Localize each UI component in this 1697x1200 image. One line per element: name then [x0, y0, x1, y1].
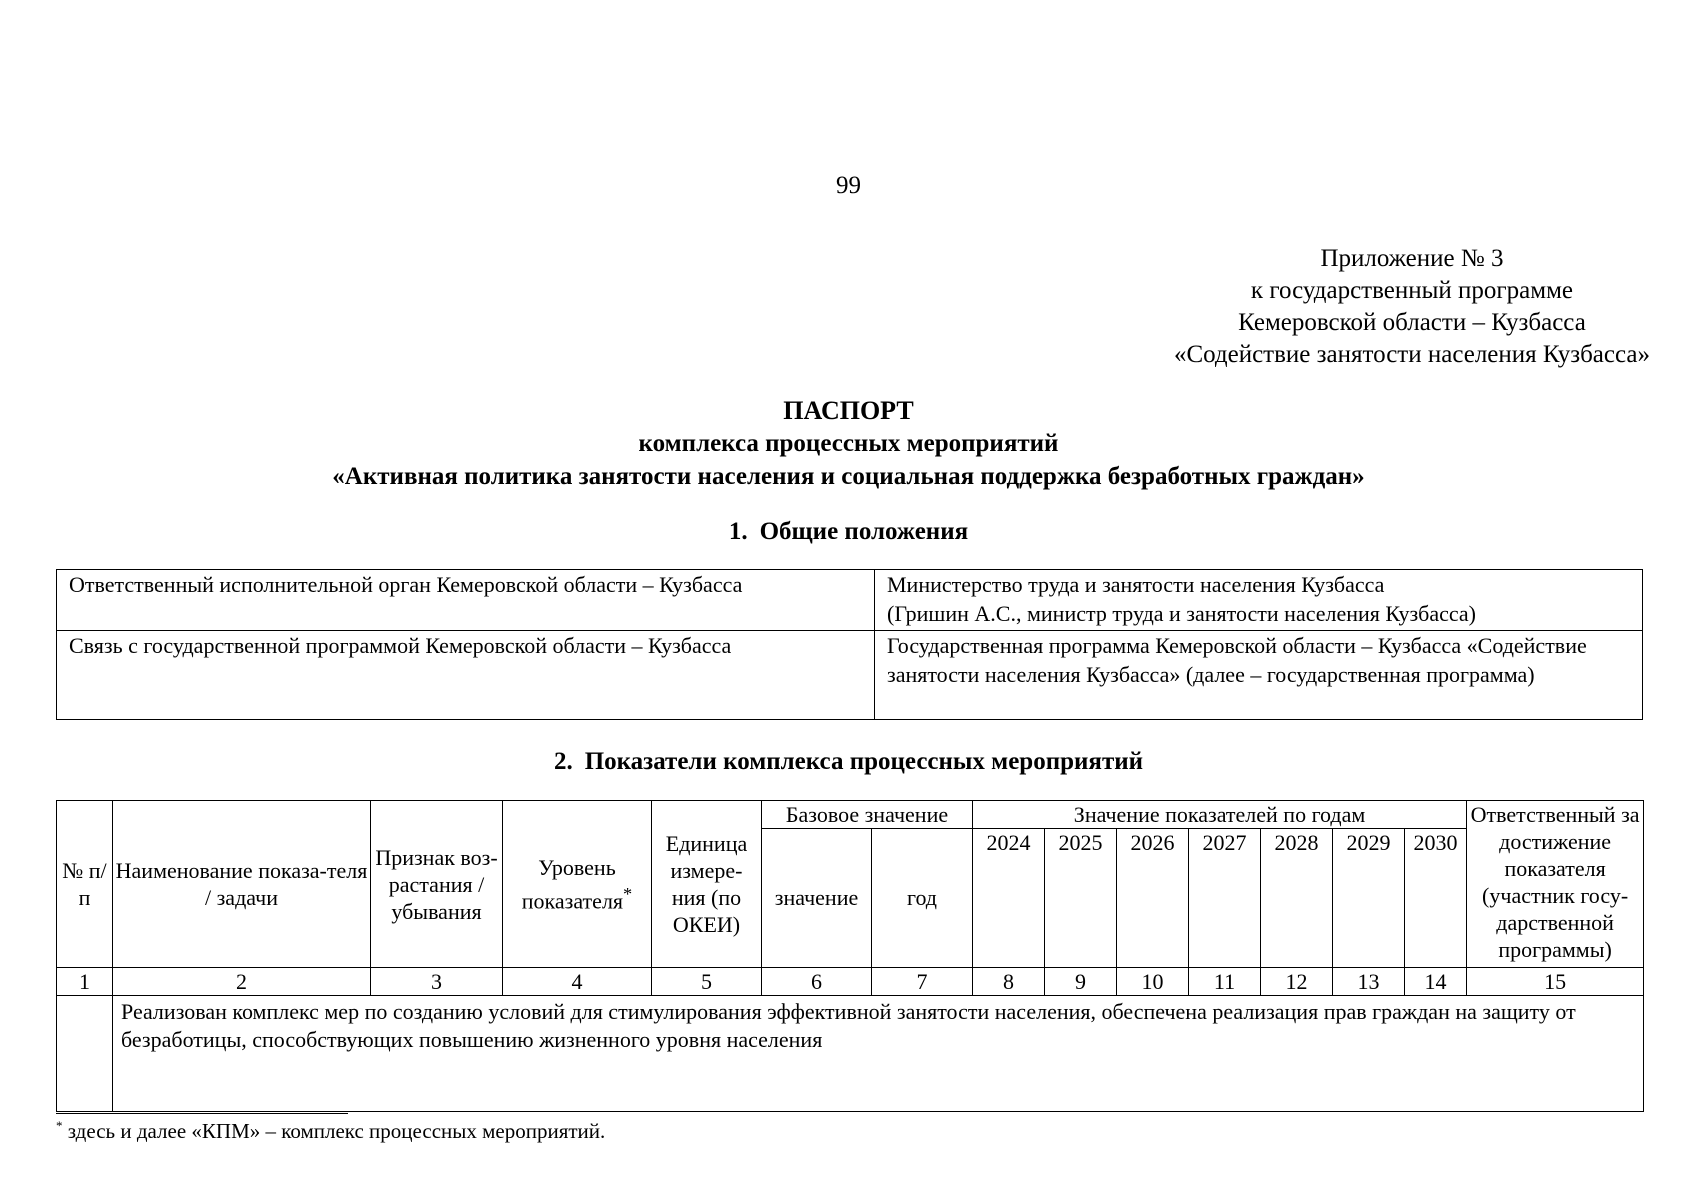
header-base-year: год: [872, 829, 973, 968]
table-header-row: [57, 801, 1644, 829]
column-number: 9: [1045, 968, 1117, 996]
indicators-table: [56, 800, 1644, 1112]
section-1-heading: [0, 518, 1697, 546]
header-unit: Единица измере-ния (по ОКЕИ): [652, 801, 762, 968]
header-level-text: Уровень показателя: [521, 854, 624, 914]
task-number-cell: [57, 996, 113, 1112]
header-year-2026: 2026: [1117, 829, 1189, 968]
section-2-title: Показатели комплекса процессных мероприятий: [584, 748, 1144, 775]
header-year-2025: 2025: [1045, 829, 1117, 968]
general-provisions-table: [56, 569, 1643, 720]
program-link-label: Связь с государственной программой Кемеровской области – Кузбасса: [57, 631, 875, 720]
column-number: 1: [57, 968, 113, 996]
header-year-2028: 2028: [1261, 829, 1333, 968]
header-level-mark: *: [623, 883, 633, 904]
footnote-text: здесь и далее «КПМ» – комплекс процессных мероприятий.: [62, 1119, 606, 1143]
column-numbers-row: [57, 968, 1644, 996]
header-trend: Признак воз-растания / убывания: [371, 801, 503, 968]
column-number: 4: [503, 968, 652, 996]
appendix-line-2: к государственный программе: [1250, 277, 1574, 304]
column-number: 7: [872, 968, 973, 996]
responsible-body-value: [875, 570, 1643, 631]
responsible-body-line-2: (Гришин А.С., министр труда и занятости населения Кузбасса): [887, 601, 1476, 626]
appendix-line-1: Приложение № 3: [1320, 245, 1504, 272]
program-link-value: Государственная программа Кемеровской области – Кузбасса «Содействие занятости населения Кузбасса» (далее – государственная программа): [875, 631, 1643, 720]
column-number: 14: [1405, 968, 1467, 996]
responsible-body-label: Ответственный исполнительной орган Кемеровской области – Кузбасса: [57, 570, 875, 631]
header-name: Наименование показа-теля / задачи: [113, 801, 371, 968]
task-description: Реализован комплекс мер по созданию условий для стимулирования эффективной занятости населения, обеспечена реализация прав граждан на защиту от безработицы, способствующих повышению жизненного уровня населения: [113, 996, 1644, 1112]
passport-heading: ПАСПОРТ: [783, 396, 914, 425]
column-number: 12: [1261, 968, 1333, 996]
footnote: [56, 1118, 605, 1144]
header-year-2030: 2030: [1405, 829, 1467, 968]
section-1-title: Общие положения: [759, 518, 969, 545]
header-responsible: Ответственный за достижение показателя (участник госу-дарственной программы): [1467, 801, 1644, 968]
passport-subtitle: комплекса процессных мероприятий: [638, 430, 1059, 457]
appendix-line-3: Кемеровской области – Кузбасса: [1238, 309, 1586, 336]
header-years-group: Значение показателей по годам: [973, 801, 1467, 829]
column-number: 11: [1189, 968, 1261, 996]
header-num: № п/п: [57, 801, 113, 968]
footnote-divider: [56, 1113, 348, 1114]
section-2-number: 2.: [553, 748, 573, 775]
section-1-number: 1.: [728, 518, 748, 545]
column-number: 2: [113, 968, 371, 996]
document-title: [0, 394, 1697, 493]
section-2-heading: [0, 748, 1697, 776]
responsible-body-line-1: Министерство труда и занятости населения Кузбасса: [887, 572, 1385, 597]
column-number: 13: [1333, 968, 1405, 996]
table-row: [57, 570, 1643, 631]
column-number: 15: [1467, 968, 1644, 996]
task-row: [57, 996, 1644, 1112]
page-number: 99: [836, 172, 861, 199]
column-number: 8: [973, 968, 1045, 996]
appendix-line-4: «Содействие занятости населения Кузбасса»: [1173, 341, 1650, 368]
column-number: 3: [371, 968, 503, 996]
passport-name: «Активная политика занятости населения и социальная поддержка безработных граждан»: [332, 463, 1365, 490]
header-year-2029: 2029: [1333, 829, 1405, 968]
column-number: 10: [1117, 968, 1189, 996]
column-number: 5: [652, 968, 762, 996]
header-level: [503, 801, 652, 968]
appendix-block: [1174, 243, 1650, 371]
header-year-2027: 2027: [1189, 829, 1261, 968]
footnote-mark: *: [56, 1118, 63, 1133]
header-year-2024: 2024: [973, 829, 1045, 968]
column-number: 6: [762, 968, 872, 996]
table-row: [57, 631, 1643, 720]
header-base-value: значение: [762, 829, 872, 968]
header-base-group: Базовое значение: [762, 801, 973, 829]
